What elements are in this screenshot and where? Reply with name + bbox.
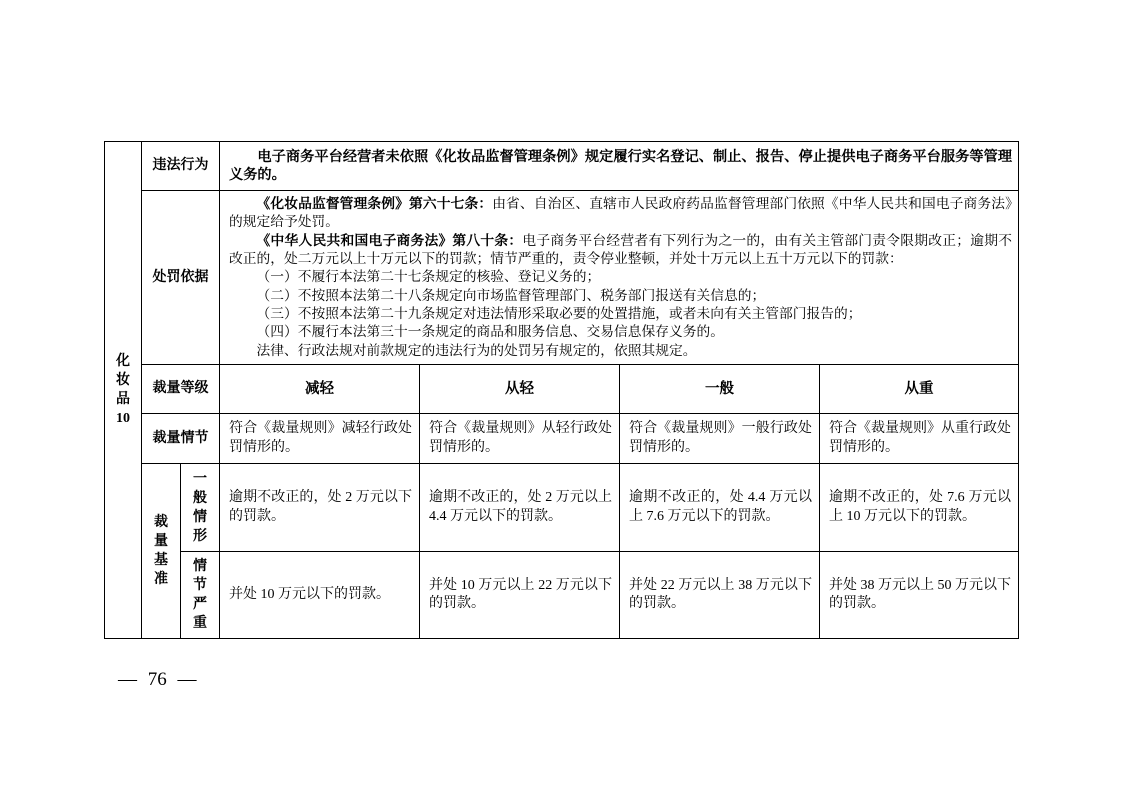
vertical-char: 情 bbox=[193, 559, 207, 574]
general-penalty-cell: 逾期不改正的，处 7.6 万元以上 10 万元以下的罚款。 bbox=[820, 464, 1019, 552]
level-header-mitigated: 减轻 bbox=[220, 365, 420, 414]
basis-item: （二）不按照本法第二十八条规定向市场监督管理部门、税务部门报送有关信息的； bbox=[256, 287, 766, 303]
vertical-char: 裁 bbox=[154, 515, 168, 530]
serious-penalty-cell: 并处 10 万元以上 22 万元以下的罚款。 bbox=[420, 552, 620, 639]
serious-penalty-cell: 并处 22 万元以上 38 万元以下的罚款。 bbox=[620, 552, 820, 639]
vertical-char: 节 bbox=[193, 578, 207, 593]
violation-cell bbox=[220, 142, 1019, 191]
serious-penalty-cell: 并处 10 万元以下的罚款。 bbox=[220, 552, 420, 639]
vertical-char: 重 bbox=[193, 616, 207, 631]
vertical-char: 形 bbox=[193, 528, 207, 544]
general-label bbox=[181, 470, 219, 546]
category-cell bbox=[105, 142, 142, 639]
vertical-char: 量 bbox=[154, 534, 168, 549]
basis-row bbox=[105, 191, 1019, 365]
vertical-char: 10 bbox=[116, 411, 130, 426]
violation-label: 违法行为 bbox=[142, 142, 220, 191]
basis-item: （一）不履行本法第二十七条规定的核验、登记义务的； bbox=[256, 269, 601, 285]
vertical-char: 严 bbox=[193, 597, 207, 612]
serious-label-cell bbox=[181, 552, 220, 639]
level-header-heavier: 从重 bbox=[820, 365, 1019, 414]
benchmark-label bbox=[142, 513, 180, 589]
basis-article-80-text: 电子商务平台经营者有下列行为之一的，由有关主管部门责令限期改正；逾期不改正的，处二万元以上十万元以下的罚款；情节严重的，责令停业整顿，并处十万元以上五十万元以下的罚款： bbox=[229, 232, 1013, 267]
vertical-char: 情 bbox=[193, 509, 207, 525]
general-label-cell bbox=[181, 464, 220, 552]
basis-article-67-text: 由省、自治区、直辖市人民政府药品监督管理部门依照《中华人民共和国电子商务法》的规定给予处罚。 bbox=[229, 196, 1013, 230]
circumstance-cell: 符合《裁量规则》一般行政处罚情形的。 bbox=[620, 414, 820, 464]
general-penalty-cell: 逾期不改正的，处 2 万元以下的罚款。 bbox=[220, 464, 420, 552]
benchmark-general-row bbox=[105, 464, 1019, 552]
general-penalty-cell: 逾期不改正的，处 4.4 万元以上 7.6 万元以下的罚款。 bbox=[620, 464, 820, 552]
circumstance-cell: 符合《裁量规则》减轻行政处罚情形的。 bbox=[220, 414, 420, 464]
serious-penalty-cell: 并处 38 万元以上 50 万元以下的罚款。 bbox=[820, 552, 1019, 639]
basis-item: （四）不履行本法第三十一条规定的商品和服务信息、交易信息保存义务的。 bbox=[256, 324, 725, 340]
violation-text: 电子商务平台经营者未依照《化妆品监督管理条例》规定履行实名登记、制止、报告、停止提供电子商务平台服务等管理义务的。 bbox=[229, 149, 1013, 183]
benchmark-serious-row bbox=[105, 552, 1019, 639]
levels-label: 裁量等级 bbox=[142, 365, 220, 414]
vertical-char: 品 bbox=[116, 392, 130, 407]
vertical-char: 准 bbox=[154, 572, 168, 587]
basis-cell bbox=[220, 191, 1019, 365]
serious-label bbox=[181, 557, 219, 633]
level-header-general: 一般 bbox=[620, 365, 820, 414]
basis-article-67 bbox=[229, 195, 1012, 232]
vertical-char: 化 bbox=[116, 354, 130, 369]
basis-article-80 bbox=[229, 232, 1012, 269]
basis-label: 处罚依据 bbox=[142, 191, 220, 365]
benchmark-label-cell bbox=[142, 464, 181, 639]
category-label bbox=[105, 352, 141, 428]
vertical-char: 一 bbox=[193, 471, 207, 487]
circumstance-cell: 符合《裁量规则》从轻行政处罚情形的。 bbox=[420, 414, 620, 464]
basis-article-80-lead: 《中华人民共和国电子商务法》第八十条： bbox=[256, 232, 523, 248]
circumstances-label: 裁量情节 bbox=[142, 414, 220, 464]
penalty-discretion-table bbox=[104, 141, 1019, 639]
vertical-char: 基 bbox=[154, 553, 168, 568]
general-penalty-cell: 逾期不改正的，处 2 万元以上 4.4 万元以下的罚款。 bbox=[420, 464, 620, 552]
vertical-char: 妆 bbox=[116, 373, 130, 388]
page-number: — 76 — bbox=[118, 669, 197, 690]
vertical-char: 般 bbox=[193, 490, 207, 506]
basis-closing: 法律、行政法规对前款规定的违法行为的处罚另有规定的，依照其规定。 bbox=[256, 342, 697, 358]
levels-row bbox=[105, 365, 1019, 414]
level-header-lighter: 从轻 bbox=[420, 365, 620, 414]
basis-article-67-lead: 《化妆品监督管理条例》第六十七条： bbox=[256, 196, 493, 212]
circumstances-row bbox=[105, 414, 1019, 464]
violation-row bbox=[105, 142, 1019, 191]
circumstance-cell: 符合《裁量规则》从重行政处罚情形的。 bbox=[820, 414, 1019, 464]
basis-item: （三）不按照本法第二十九条规定对违法情形采取必要的处置措施，或者未向有关主管部门报告的； bbox=[256, 305, 862, 321]
